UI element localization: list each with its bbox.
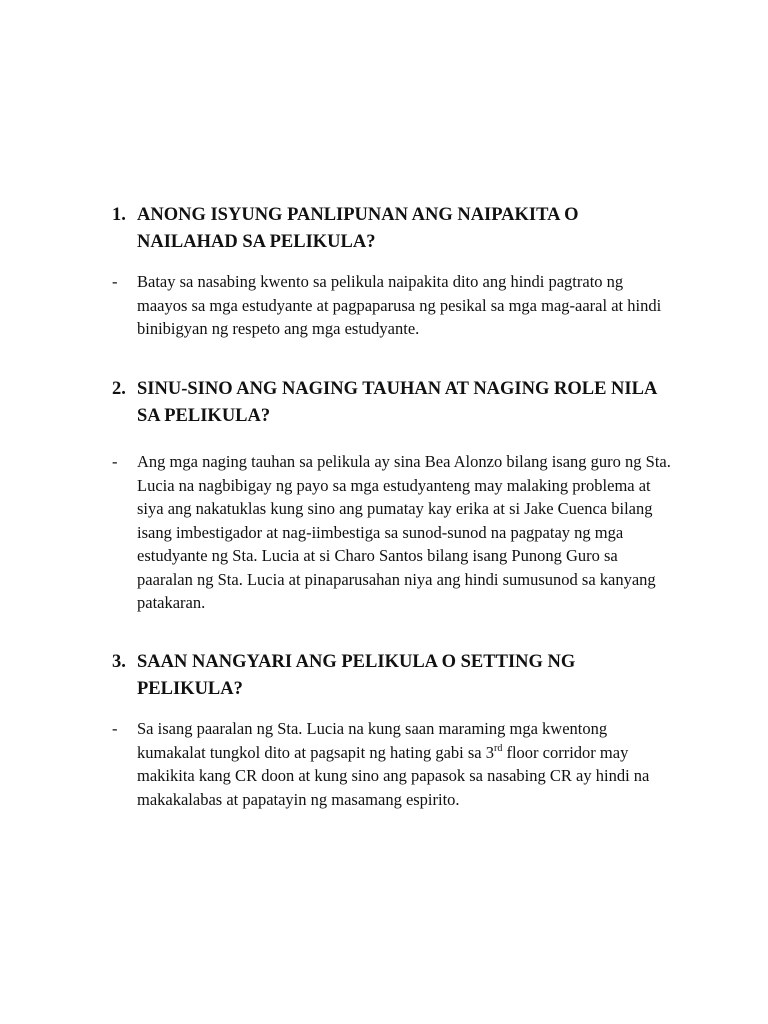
question-heading (112, 649, 672, 703)
question-title: SAAN NANGYARI ANG PELIKULA O SETTING NG PELIKULA? (137, 652, 576, 699)
answer-text (137, 719, 649, 809)
bullet-dash: - (112, 272, 118, 291)
answer-item (112, 717, 672, 811)
answer-text-part: floor corridor may makikita kang CR doon at kung sino ang papasok sa nasabing CR ay hindi na makakalabas at papatayin ng masamang espirito. (137, 742, 650, 809)
bullet-dash: - (112, 719, 118, 738)
answer-text: Batay sa nasabing kwento sa pelikula naipakita dito ang hindi pagtrato ng maayos sa mga estudyante at pagpaparusa ng pesikal sa mga mag-aaral at hindi binibigyan ng respeto ang mga estudyante. (137, 272, 662, 338)
answer-text-part: Sa isang paaralan ng Sta. Lucia na kung saan maraming mga kwentong kumakalat tungkol dito at pagsapit ng hating gabi sa 3 (137, 719, 608, 762)
question-section-1 (112, 202, 672, 341)
ordinal-superscript: rd (493, 742, 503, 754)
question-heading (112, 376, 672, 430)
question-section-3 (112, 649, 672, 811)
question-number: 3. (112, 652, 126, 672)
answer-item (112, 270, 672, 341)
answer-item (112, 450, 672, 615)
question-number: 2. (112, 379, 126, 399)
bullet-dash: - (112, 452, 118, 471)
question-section-2 (112, 376, 672, 615)
question-title: SINU-SINO ANG NAGING TAUHAN AT NAGING ROLE NILA SA PELIKULA? (137, 379, 657, 426)
question-title: ANONG ISYUNG PANLIPUNAN ANG NAIPAKITA O NAILAHAD SA PELIKULA? (137, 205, 579, 252)
question-heading (112, 202, 672, 256)
question-number: 1. (112, 205, 126, 225)
answer-text: Ang mga naging tauhan sa pelikula ay sina Bea Alonzo bilang isang guro ng Sta. Lucia na nagbibigay ng payo sa mga estudyanteng may malaking problema at siya ang nakatuklas kung sino ang pumatay kay erika at si Jake Cuenca bilang isang imbestigador at nag-iimbestiga sa sunod-sunod na pagpatay ng mga estudyante ng Sta. Lucia at si Charo Santos bilang isang Punong Guro sa paaralan ng Sta. Lucia at pinaparusahan niya ang hindi sumusunod sa kanyang patakaran. (137, 452, 671, 612)
